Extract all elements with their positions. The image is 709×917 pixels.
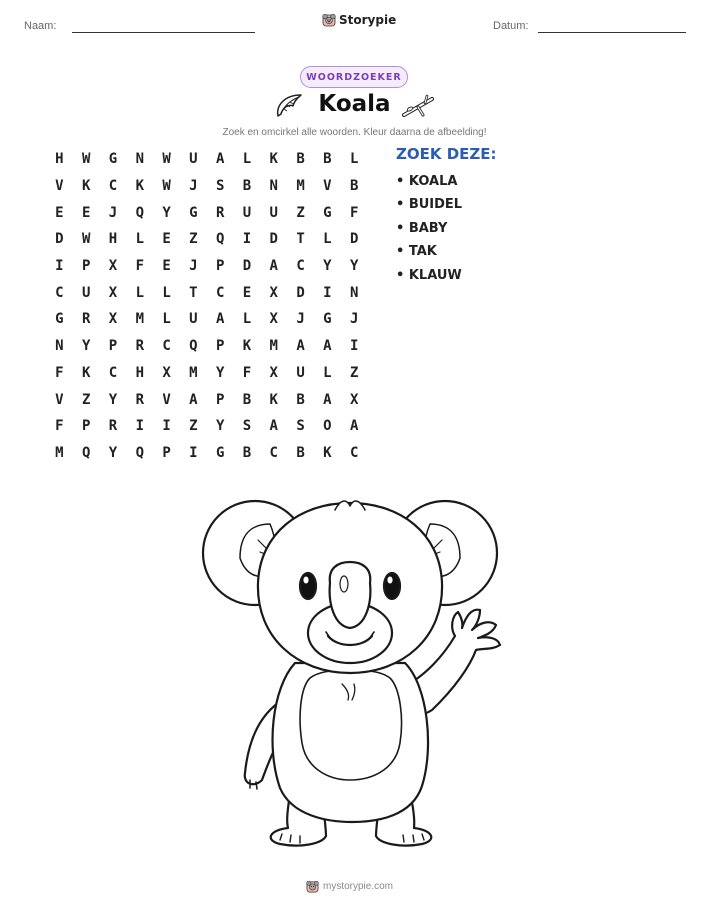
grid-cell[interactable]: F — [349, 204, 359, 221]
grid-cell[interactable]: Z — [81, 391, 91, 408]
grid-cell[interactable]: U — [189, 311, 198, 328]
grid-cell[interactable]: L — [135, 284, 144, 301]
grid-cell[interactable]: U — [81, 284, 91, 301]
grid-cell[interactable]: L — [323, 364, 332, 381]
grid-cell[interactable]: N — [349, 284, 359, 301]
grid-cell[interactable]: V — [55, 178, 64, 195]
grid-cell[interactable]: N — [55, 338, 64, 355]
grid-cell[interactable]: O — [323, 418, 332, 435]
letter-grid[interactable] — [46, 146, 368, 466]
grid-cell[interactable]: Z — [296, 204, 305, 221]
grid-cell[interactable]: L — [242, 311, 252, 328]
grid-cell[interactable]: E — [162, 258, 171, 275]
koala-logo-icon — [306, 880, 319, 893]
grid-cell[interactable]: J — [349, 311, 359, 328]
word-item: • TAK — [396, 244, 437, 260]
grid-cell[interactable]: D — [242, 258, 252, 275]
grid-cell[interactable]: A — [296, 338, 305, 355]
grid-cell[interactable]: B — [296, 151, 305, 168]
word-list-title: ZOEK DEZE: — [396, 145, 497, 163]
grid-cell[interactable]: J — [189, 258, 198, 275]
grid-cell[interactable]: J — [296, 311, 305, 328]
word-list — [396, 170, 462, 287]
grid-cell[interactable]: B — [242, 444, 252, 461]
date-label: Datum: — [493, 20, 529, 32]
grid-cell[interactable]: R — [81, 311, 91, 328]
grid-cell[interactable]: R — [135, 391, 144, 408]
grid-cell[interactable]: G — [323, 311, 332, 328]
grid-cell[interactable]: X — [108, 258, 118, 275]
grid-cell[interactable]: E — [55, 204, 64, 221]
grid-cell[interactable]: L — [162, 311, 171, 328]
grid-cell[interactable]: A — [269, 258, 278, 275]
grid-cell[interactable]: S — [242, 418, 252, 435]
grid-cell[interactable]: K — [135, 178, 144, 195]
grid-cell[interactable]: S — [296, 418, 305, 435]
grid-cell[interactable]: D — [269, 231, 278, 248]
word-item: • KLAUW — [396, 267, 462, 283]
grid-cell[interactable]: P — [81, 418, 91, 435]
grid-cell[interactable]: Y — [108, 391, 118, 408]
grid-cell[interactable]: R — [135, 338, 144, 355]
grid-cell[interactable]: H — [135, 364, 144, 381]
word-item: • BUIDEL — [396, 197, 463, 213]
grid-cell[interactable]: G — [108, 151, 118, 168]
grid-cell[interactable]: L — [323, 231, 332, 248]
grid-cell[interactable]: W — [162, 151, 171, 168]
grid-cell[interactable]: X — [162, 364, 171, 381]
grid-cell[interactable]: X — [108, 311, 118, 328]
grid-cell[interactable]: J — [189, 178, 198, 195]
grid-cell[interactable]: J — [108, 204, 118, 221]
footer — [306, 880, 393, 893]
grid-cell[interactable]: P — [81, 258, 91, 275]
brand-name: Storypie — [339, 13, 397, 27]
grid-cell[interactable]: C — [349, 444, 359, 461]
grid-cell[interactable]: Q — [189, 338, 198, 355]
instructions: Zoek en omcirkel alle woorden. Kleur daarna de afbeelding! — [222, 127, 487, 138]
grid-cell[interactable]: C — [296, 258, 305, 275]
grid-cell[interactable]: P — [162, 444, 171, 461]
grid-cell[interactable]: Y — [215, 364, 225, 381]
grid-cell[interactable]: Z — [189, 231, 198, 248]
grid-cell[interactable]: I — [189, 444, 198, 461]
grid-cell[interactable]: K — [81, 364, 91, 381]
grid-cell[interactable]: K — [242, 338, 252, 355]
branch-icon — [401, 93, 435, 119]
grid-cell[interactable]: C — [108, 364, 118, 381]
grid-cell[interactable]: Y — [349, 258, 359, 275]
grid-cell[interactable]: V — [55, 391, 64, 408]
grid-cell[interactable]: C — [269, 444, 278, 461]
grid-cell[interactable]: E — [242, 284, 252, 301]
grid-cell[interactable]: Q — [81, 444, 91, 461]
word-item: • KOALA — [396, 174, 458, 189]
footer-url[interactable]: mystorypie.com — [323, 881, 394, 892]
grid-cell[interactable]: U — [296, 364, 305, 381]
grid-cell[interactable]: A — [189, 391, 198, 408]
grid-cell[interactable]: K — [81, 178, 91, 195]
grid-cell[interactable]: K — [323, 444, 332, 461]
grid-cell[interactable]: P — [108, 338, 118, 355]
grid-cell[interactable]: P — [215, 391, 225, 408]
grid-cell[interactable]: V — [162, 391, 171, 408]
grid-cell[interactable]: B — [296, 391, 305, 408]
grid-cell[interactable]: Z — [189, 418, 198, 435]
grid-cell[interactable]: F — [242, 364, 252, 381]
grid-cell[interactable]: Q — [135, 204, 144, 221]
koala-logo-icon — [322, 13, 336, 27]
grid-cell[interactable]: Y — [162, 204, 171, 221]
grid-cell[interactable]: D — [349, 231, 359, 248]
grid-cell[interactable]: C — [162, 338, 171, 355]
grid-cell[interactable]: G — [215, 444, 225, 461]
grid-cell[interactable]: M — [189, 364, 198, 381]
grid-cell[interactable]: T — [189, 284, 198, 301]
grid-cell[interactable]: R — [108, 418, 118, 435]
grid-cell[interactable]: Z — [349, 364, 359, 381]
grid-cell[interactable]: H — [108, 231, 118, 248]
grid-cell[interactable]: M — [269, 338, 278, 355]
grid-cell[interactable]: Y — [108, 444, 118, 461]
grid-cell[interactable]: M — [55, 444, 64, 461]
grid-cell[interactable]: B — [323, 151, 332, 168]
grid-cell[interactable]: U — [242, 204, 252, 221]
brand-logo — [322, 13, 396, 27]
grid-cell[interactable]: D — [296, 284, 305, 301]
grid-cell[interactable]: F — [55, 418, 64, 435]
grid-cell[interactable]: C — [215, 284, 225, 301]
grid-cell[interactable]: L — [135, 231, 144, 248]
grid-cell[interactable]: I — [55, 258, 64, 275]
grid-cell[interactable]: G — [323, 204, 332, 221]
grid-cell[interactable]: X — [269, 364, 278, 381]
grid-cell[interactable]: X — [269, 284, 278, 301]
grid-cell[interactable]: C — [108, 178, 118, 195]
date-line[interactable] — [538, 32, 686, 33]
grid-cell[interactable]: N — [135, 151, 144, 168]
grid-cell[interactable]: K — [269, 151, 278, 168]
grid-cell[interactable]: X — [349, 391, 359, 408]
grid-cell[interactable]: V — [323, 178, 332, 195]
grid-cell[interactable]: E — [81, 204, 91, 221]
grid-cell[interactable]: F — [55, 364, 64, 381]
grid-cell[interactable]: A — [323, 338, 332, 355]
activity-badge: WOORDZOEKER — [300, 66, 408, 88]
grid-cell[interactable]: P — [215, 338, 225, 355]
grid-cell[interactable]: X — [269, 311, 278, 328]
grid-cell[interactable]: U — [189, 151, 198, 168]
grid-cell[interactable]: A — [215, 311, 225, 328]
grid-cell[interactable]: P — [215, 258, 225, 275]
grid-cell[interactable]: A — [215, 151, 225, 168]
grid-cell[interactable]: N — [269, 178, 278, 195]
grid-cell[interactable]: A — [349, 418, 359, 435]
grid-cell[interactable]: Y — [323, 258, 332, 275]
grid-cell[interactable]: L — [349, 151, 359, 168]
grid-cell[interactable]: C — [55, 284, 64, 301]
grid-cell[interactable]: I — [135, 418, 144, 435]
grid-cell[interactable]: Y — [81, 338, 91, 355]
koala-coloring-illustration[interactable] — [200, 488, 510, 858]
grid-cell[interactable]: A — [269, 418, 278, 435]
grid-cell[interactable]: M — [296, 178, 305, 195]
grid-cell[interactable]: K — [269, 391, 278, 408]
grid-cell[interactable]: S — [215, 178, 225, 195]
grid-cell[interactable]: W — [81, 151, 91, 168]
grid-cell[interactable]: R — [215, 204, 225, 221]
grid-cell[interactable]: H — [55, 151, 64, 168]
grid-cell[interactable]: I — [323, 284, 332, 301]
grid-cell[interactable]: U — [269, 204, 278, 221]
name-line[interactable] — [72, 32, 255, 33]
grid-cell[interactable]: Q — [135, 444, 144, 461]
name-label: Naam: — [24, 20, 57, 32]
grid-cell[interactable]: I — [242, 231, 252, 248]
grid-cell[interactable]: W — [162, 178, 171, 195]
grid-cell[interactable]: B — [242, 391, 252, 408]
grid-cell[interactable]: B — [296, 444, 305, 461]
grid-cell[interactable]: L — [162, 284, 171, 301]
grid-cell[interactable]: D — [55, 231, 64, 248]
page-title: Koala — [318, 91, 391, 117]
grid-cell[interactable]: G — [189, 204, 198, 221]
grid-cell[interactable]: W — [81, 231, 91, 248]
grid-cell[interactable]: B — [349, 178, 359, 195]
grid-cell[interactable]: F — [135, 258, 144, 275]
grid-cell[interactable]: I — [162, 418, 171, 435]
grid-cell[interactable]: E — [162, 231, 171, 248]
grid-cell[interactable]: G — [55, 311, 64, 328]
grid-cell[interactable]: Q — [215, 231, 225, 248]
grid-cell[interactable]: M — [135, 311, 144, 328]
grid-cell[interactable]: Y — [215, 418, 225, 435]
word-item: • BABY — [396, 220, 448, 236]
grid-cell[interactable]: A — [323, 391, 332, 408]
grid-cell[interactable]: I — [349, 338, 359, 355]
grid-cell[interactable]: X — [108, 284, 118, 301]
grid-cell[interactable]: T — [296, 231, 305, 248]
grid-cell[interactable]: L — [242, 151, 252, 168]
grid-cell[interactable]: B — [242, 178, 252, 195]
